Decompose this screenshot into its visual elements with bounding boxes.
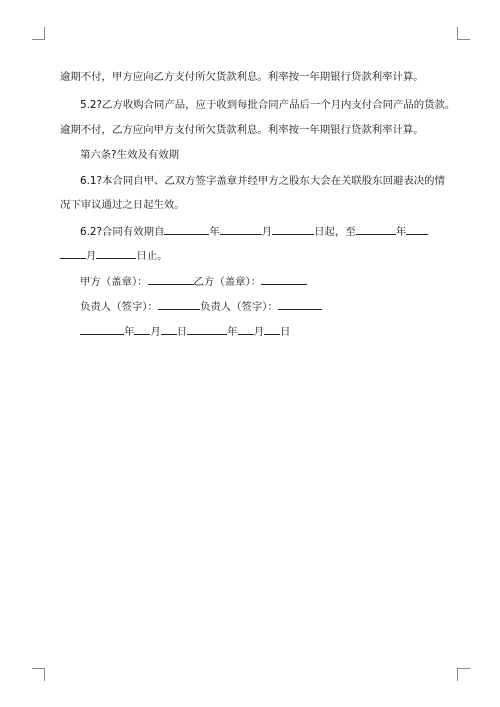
article-6-heading: 第六条?生效及有效期 <box>80 149 180 161</box>
clause-5-2: 5.2?乙方收购合同产品，应于收到每批合同产品后一个月内支付合同产品的货款。 <box>80 99 456 111</box>
date-year-label: 年 <box>124 326 135 338</box>
blank-end-day <box>96 247 136 259</box>
party-a-seal-label: 甲方（盖章）： <box>80 276 148 288</box>
crop-mark-bottom-left <box>32 668 45 681</box>
date-day-label: 日 <box>279 326 291 338</box>
rep-b-blank <box>278 298 322 310</box>
blank-start-month <box>220 223 262 235</box>
date-line <box>80 323 290 337</box>
date-month-label: 月 <box>150 326 161 338</box>
blank-end-year <box>356 223 396 235</box>
validity-day-label: 日起，至 <box>314 226 356 238</box>
validity-month-label: 月 <box>261 226 273 238</box>
validity-year-label: 年 <box>209 226 220 238</box>
date-month-label: 月 <box>253 326 264 338</box>
crop-mark-top-right <box>457 27 470 40</box>
validity-month-label: 月 <box>86 250 97 262</box>
rep-a-label: 负责人（签字）： <box>80 301 158 313</box>
paragraph-line: 况下审议通过之日起生效。 <box>60 199 185 211</box>
party-a-seal-blank <box>148 273 194 285</box>
clause-6-2 <box>80 223 428 237</box>
party-b-seal-blank <box>261 273 307 285</box>
seal-line <box>80 273 307 287</box>
rep-a-blank <box>158 298 200 310</box>
blank-end-month-part <box>60 247 86 259</box>
date-a-year-blank <box>80 323 124 335</box>
party-b-seal-label: 乙方（盖章）： <box>193 276 262 288</box>
date-a-month-blank <box>134 323 150 335</box>
crop-mark-bottom-right <box>457 668 470 681</box>
date-day-label: 日 <box>176 326 188 338</box>
rep-b-label: 负责人（签字）： <box>199 301 278 313</box>
blank-end-month-part <box>406 223 428 235</box>
validity-year-label: 年 <box>395 226 407 238</box>
clause-6-2-continued <box>60 247 168 261</box>
signature-line <box>80 298 322 312</box>
blank-start-year <box>164 223 209 235</box>
date-b-day-blank <box>264 323 280 335</box>
date-a-day-blank <box>161 323 177 335</box>
date-b-year-blank <box>187 323 227 335</box>
date-b-month-blank <box>238 323 254 335</box>
blank-start-day <box>272 223 314 235</box>
validity-end-label: 日止。 <box>136 250 168 262</box>
validity-prefix: 6.2?合同有效期自 <box>80 226 165 238</box>
paragraph-line: 逾期不付，甲方应向乙方支付所欠货款利息。利率按一年期银行贷款利率计算。 <box>60 71 424 83</box>
crop-mark-top-left <box>32 27 45 40</box>
date-year-label: 年 <box>227 326 238 338</box>
paragraph-line: 逾期不付，乙方应向甲方支付所欠货款利息。利率按一年期银行贷款利率计算。 <box>60 124 424 136</box>
clause-6-1: 6.1?本合同自甲、乙双方签字盖章并经甲方之股东大会在关联股东回避表决的情 <box>80 175 445 187</box>
